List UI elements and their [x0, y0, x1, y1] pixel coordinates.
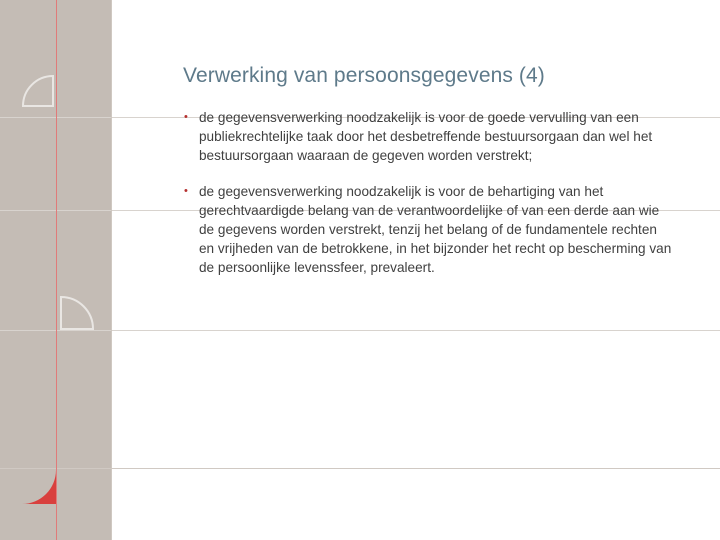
accent-line-vertical: [56, 0, 57, 540]
bullet-text: de gegevensverwerking noodzakelijk is voor de goede vervulling van een publiekrechtelijke taak door het desbetreffende bestuursorgaan dan wel het bestuursorgaan waaraan de gegeven worden verstrekt;: [199, 110, 653, 163]
bullet-item: [184, 108, 674, 165]
bullet-marker: •: [184, 185, 188, 197]
bullet-item: [184, 182, 674, 277]
bullet-list: [184, 108, 674, 277]
grid-line-horizontal: [0, 468, 720, 469]
slide-title: Verwerking van persoonsgegevens (4): [183, 64, 545, 87]
quarter-circle-outline-icon: [22, 75, 54, 109]
grid-line-horizontal: [0, 330, 720, 331]
bullet-text: de gegevensverwerking noodzakelijk is voor de behartiging van het gerechtvaardigde belang van de verantwoordelijke of van een derde aan wie de gegevens worden verstrekt, tenzij het belang of de fundamentele rechten en vrijheden van de betrokkene, in het bijzonder het recht op bescherming van de persoonlijke levenssfeer, prevaleert.: [199, 184, 672, 275]
quarter-circle-outline-icon: [60, 296, 94, 330]
red-quarter-circle-icon: [22, 470, 56, 504]
grid-line-vertical: [111, 0, 112, 540]
bullet-marker: •: [184, 111, 188, 123]
